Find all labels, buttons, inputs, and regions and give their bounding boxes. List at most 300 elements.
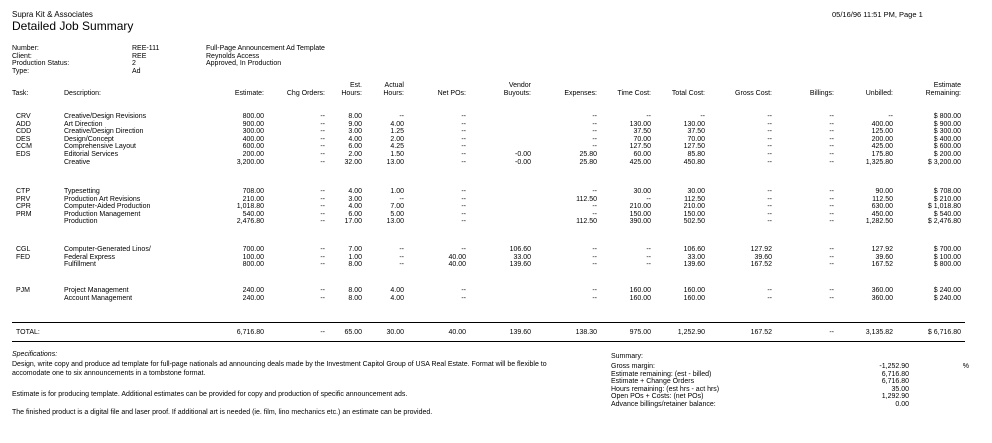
actual-hours-cell: 1.25 [390, 128, 404, 136]
chg-orders-cell: -- [320, 287, 325, 294]
task-code-cell: ADD [16, 120, 31, 128]
chg-orders-cell: -- [320, 135, 325, 143]
actual-hours-cell: 5.00 [390, 210, 404, 218]
gross-cost-cell: -- [767, 143, 772, 151]
header-line: Gross Cost: [735, 90, 772, 97]
billings-cell: -- [829, 294, 834, 302]
est-hours-cell: 4.00 [348, 188, 362, 195]
net-pos-cell: -- [461, 135, 466, 143]
unbilled-cell: 200.00 [871, 135, 893, 143]
header-line: Unbilled: [865, 90, 893, 97]
job-info-label: Number: [12, 45, 39, 52]
summary-label: Hours remaining: (est hrs - act hrs) [611, 385, 720, 393]
time-cost-cell: 160.00 [629, 294, 651, 302]
unbilled-cell: 90.00 [875, 188, 893, 195]
header-line: Billings: [809, 90, 834, 97]
net-pos-cell: -- [461, 113, 466, 120]
billings-cell: -- [829, 188, 834, 195]
estimate-cell: 240.00 [242, 294, 264, 302]
task-code-cell: FED [16, 253, 30, 261]
unbilled-cell: 125.00 [871, 128, 893, 136]
net-pos-cell: -- [461, 246, 466, 253]
gross-cost-cell: -- [767, 128, 772, 136]
billings-cell: -- [829, 135, 834, 143]
estimate-remaining-cell: $ 200.00 [933, 151, 961, 158]
billings-cell: -- [829, 329, 834, 336]
unbilled-cell: 3,135.82 [865, 329, 893, 336]
header-time-cost [617, 90, 651, 98]
subtotal-row [0, 159, 992, 167]
task-description-cell: Computer-Generated Linos/ [64, 246, 151, 253]
billings-cell: -- [829, 253, 834, 261]
estimate-remaining-cell: $ 800.00 [933, 113, 961, 120]
task-description-cell: Computer-Aided Production [64, 203, 151, 211]
billings-cell: -- [829, 113, 834, 120]
gross-cost-cell: 167.52 [750, 261, 772, 269]
vendor-buyouts-cell: -0.00 [515, 158, 531, 166]
time-cost-cell: 210.00 [629, 203, 651, 211]
net-pos-cell: -- [461, 287, 466, 294]
estimate-remaining-cell: $ 210.00 [933, 195, 961, 203]
unbilled-cell: 127.92 [871, 246, 893, 253]
subtotal-row [0, 295, 992, 303]
estimate-remaining-cell: $ 540.00 [933, 210, 961, 218]
est-hours-cell: 65.00 [344, 329, 362, 336]
spec-paragraph-2: Estimate is for producing template. Additional estimates can be provided for copy and production of specific announcement ads. [12, 391, 408, 398]
net-pos-cell: -- [461, 294, 466, 302]
unbilled-cell: 425.00 [871, 143, 893, 151]
task-description-cell: Production Management [64, 210, 141, 218]
time-cost-cell: 160.00 [629, 287, 651, 294]
summary-label: Advance billings/retainer balance: [611, 400, 716, 408]
header-actual-hours [383, 82, 404, 98]
est-hours-cell: 7.00 [348, 246, 362, 253]
est-hours-cell: 2.00 [348, 151, 362, 158]
chg-orders-cell: -- [320, 203, 325, 211]
task-code-cell: CTP [16, 188, 30, 195]
expenses-cell: -- [592, 113, 597, 120]
task-description-cell: Art Direction [64, 120, 103, 128]
vendor-buyouts-cell: -0.00 [515, 151, 531, 158]
task-code-cell: PJM [16, 287, 30, 294]
estimate-cell: 1,018.80 [236, 203, 264, 211]
summary-value: -1,252.90 [879, 363, 909, 370]
estimate-remaining-cell: $ 1,018.80 [927, 203, 961, 211]
billings-cell: -- [829, 203, 834, 211]
net-pos-cell: -- [461, 195, 466, 203]
vendor-buyouts-cell: 33.00 [513, 253, 531, 261]
actual-hours-cell: -- [399, 113, 404, 120]
estimate-cell: 800.00 [242, 261, 264, 269]
expenses-cell: -- [592, 246, 597, 253]
task-code-cell: TOTAL: [16, 329, 40, 336]
task-code-cell: DES [16, 135, 31, 143]
report-date-page: 05/16/96 11:51 PM, Page 1 [832, 10, 923, 19]
vendor-buyouts-cell: 106.60 [509, 246, 531, 253]
est-hours-cell: 8.00 [348, 294, 362, 302]
header-line: Expenses: [564, 90, 597, 97]
billings-cell: -- [829, 261, 834, 269]
net-pos-cell: -- [461, 143, 466, 151]
task-code-cell: CRV [16, 113, 31, 120]
time-cost-cell: -- [646, 195, 651, 203]
gross-cost-cell: -- [767, 203, 772, 211]
time-cost-cell: 975.00 [629, 329, 651, 336]
job-info-label: Type: [12, 67, 30, 75]
gross-cost-cell: -- [767, 135, 772, 143]
total-cost-cell: 130.00 [683, 120, 705, 128]
task-description-cell: Typesetting [64, 188, 100, 195]
time-cost-cell: -- [646, 261, 651, 269]
actual-hours-cell: 4.00 [390, 120, 404, 128]
estimate-cell: 900.00 [242, 120, 264, 128]
total-cost-cell: 106.60 [683, 246, 705, 253]
est-hours-cell: 3.00 [348, 195, 362, 203]
unbilled-cell: 630.00 [871, 203, 893, 211]
header-line: Buyouts: [503, 90, 531, 97]
gross-cost-cell: 39.60 [754, 253, 772, 261]
expenses-cell: -- [592, 128, 597, 136]
time-cost-cell: 130.00 [629, 120, 651, 128]
time-cost-cell: 425.00 [629, 158, 651, 166]
summary-row [611, 401, 971, 409]
total-cost-cell: 160.00 [683, 287, 705, 294]
task-description-cell: Account Management [64, 294, 133, 302]
header-line: Hours: [341, 90, 362, 97]
gross-cost-cell: -- [767, 210, 772, 218]
expenses-cell: -- [592, 188, 597, 195]
task-code-cell: CGL [16, 246, 31, 253]
estimate-remaining-cell: $ 700.00 [933, 246, 961, 253]
spec-paragraph-1: Design, write copy and produce ad template for full-page nationals ad announcing deals made by the Investment Capitol Group of USA Real Estate. Format will be flexible to accomodate one to six announcements in a tombstone format. [12, 361, 547, 377]
header-total-cost [672, 90, 705, 98]
total-cost-cell: 1,252.90 [677, 329, 705, 336]
summary-label: Estimate remaining: (est - billed) [611, 370, 712, 378]
chg-orders-cell: -- [320, 261, 325, 269]
time-cost-cell: 37.50 [633, 128, 651, 136]
actual-hours-cell: 4.00 [390, 287, 404, 294]
actual-hours-cell: 13.00 [386, 218, 404, 226]
summary-label: Open POs + Costs: (net POs) [611, 393, 704, 400]
task-description-cell: Creative/Design Direction [64, 128, 144, 136]
task-code-cell: CDD [16, 128, 32, 136]
total-cost-cell: 450.80 [683, 158, 705, 166]
estimate-cell: 210.00 [242, 195, 264, 203]
est-hours-cell: 8.00 [348, 287, 362, 294]
billings-cell: -- [829, 158, 834, 166]
est-hours-cell: 32.00 [344, 158, 362, 166]
estimate-cell: 100.00 [242, 253, 264, 261]
total-top-rule [12, 322, 965, 323]
estimate-cell: 6,716.80 [236, 329, 264, 336]
subtotal-row [0, 218, 992, 226]
net-pos-cell: -- [461, 128, 466, 136]
total-line [0, 329, 992, 337]
net-pos-cell: -- [461, 151, 466, 158]
header-line: Estimate: [234, 90, 264, 97]
header-expenses [564, 90, 597, 98]
billings-cell: -- [829, 195, 834, 203]
chg-orders-cell: -- [320, 128, 325, 136]
header-line: Task: [12, 90, 29, 97]
header-line: Total Cost: [671, 90, 705, 97]
header-chg-orders [287, 90, 325, 98]
header-line: Net POs: [437, 90, 466, 97]
job-info-extra: Reynolds Access [206, 52, 260, 60]
expenses-cell: -- [592, 143, 597, 151]
gross-cost-cell: -- [767, 294, 772, 302]
job-info-value: REE [132, 52, 147, 60]
total-cost-cell: 30.00 [687, 188, 705, 195]
net-pos-cell: -- [461, 120, 466, 128]
task-code-cell: EDS [16, 151, 31, 158]
chg-orders-cell: -- [320, 210, 325, 218]
task-description-cell: Project Management [64, 287, 129, 294]
net-pos-cell: 40.00 [448, 253, 466, 261]
time-cost-cell: 150.00 [629, 210, 651, 218]
header-billings [810, 90, 834, 98]
expenses-cell: 112.50 [576, 195, 597, 203]
job-info-label: Client: [12, 52, 32, 60]
chg-orders-cell: -- [320, 294, 325, 302]
total-cost-cell: 37.50 [687, 128, 705, 136]
time-cost-cell: -- [646, 253, 651, 261]
est-hours-cell: 9.00 [348, 120, 362, 128]
estimate-remaining-cell: $ 900.00 [933, 120, 961, 128]
gross-cost-cell: 127.92 [750, 246, 772, 253]
total-cost-cell: 127.50 [683, 143, 705, 151]
estimate-cell: 700.00 [242, 246, 264, 253]
header-line: Estimate [933, 82, 961, 89]
time-cost-cell: 390.00 [629, 218, 651, 226]
summary-value: 6,716.80 [881, 378, 909, 385]
unbilled-cell: 360.00 [871, 294, 893, 302]
chg-orders-cell: -- [320, 120, 325, 128]
summary-title: Summary: [611, 353, 643, 360]
actual-hours-cell: 4.25 [390, 143, 404, 151]
summary-value: 1,292.90 [881, 393, 909, 400]
summary-label: Estimate + Change Orders [611, 378, 695, 385]
header-task-code [12, 90, 28, 98]
expenses-cell: 25.80 [579, 158, 597, 166]
estimate-remaining-cell: $ 6,716.80 [927, 329, 961, 336]
header-line: Vendor [508, 82, 531, 89]
estimate-remaining-cell: $ 300.00 [933, 128, 961, 136]
vendor-buyouts-cell: 139.60 [509, 329, 531, 336]
expenses-cell: -- [592, 287, 597, 294]
unbilled-cell: 360.00 [871, 287, 893, 294]
expenses-cell: 25.80 [579, 151, 597, 158]
summary-unit: % [962, 363, 969, 370]
expenses-cell: 112.50 [576, 218, 597, 226]
chg-orders-cell: -- [320, 158, 325, 166]
expenses-cell: -- [592, 294, 597, 302]
billings-cell: -- [829, 210, 834, 218]
header-line: Description: [64, 90, 101, 97]
report-title: Detailed Job Summary [12, 19, 134, 33]
job-info-value: Ad [132, 67, 141, 75]
net-pos-cell: -- [461, 203, 466, 211]
chg-orders-cell: -- [320, 143, 325, 151]
actual-hours-cell: 7.00 [390, 203, 404, 211]
job-info-extra: Approved, In Production [206, 60, 282, 68]
actual-hours-cell: 1.50 [390, 151, 404, 158]
summary-value: 6,716.80 [881, 370, 909, 378]
net-pos-cell: -- [461, 210, 466, 218]
est-hours-cell: 8.00 [348, 261, 362, 269]
unbilled-cell: 1,282.50 [865, 218, 893, 226]
spec-paragraph-3: The finished product is a digital file and laser proof. If additional art is needed (ie. film, lino mechanics etc.) an estimate can be provided. [12, 409, 433, 416]
estimate-cell: 2,476.80 [236, 218, 264, 226]
est-hours-cell: 8.00 [348, 113, 362, 120]
gross-cost-cell: -- [767, 151, 772, 158]
billings-cell: -- [829, 218, 834, 226]
vendor-buyouts-cell: 139.60 [509, 261, 531, 269]
task-description-cell: Editorial Services [64, 151, 119, 158]
est-hours-cell: 4.00 [348, 203, 362, 211]
task-description-cell: Creative [64, 158, 91, 166]
total-cost-cell: 85.80 [687, 151, 705, 158]
job-info-value: REE-111 [132, 45, 160, 52]
header-line: Est. [349, 82, 362, 89]
estimate-cell: 200.00 [242, 151, 264, 158]
estimate-cell: 3,200.00 [236, 158, 264, 166]
estimate-remaining-cell: $ 2,476.80 [927, 218, 961, 226]
total-cost-cell: 112.50 [684, 195, 705, 203]
estimate-remaining-cell: $ 708.00 [933, 188, 961, 195]
header-gross-cost [735, 90, 772, 98]
est-hours-cell: 1.00 [348, 253, 362, 261]
gross-cost-cell: -- [767, 218, 772, 226]
actual-hours-cell: 2.00 [390, 135, 404, 143]
header-estimate-remaining [926, 82, 961, 98]
net-pos-cell: 40.00 [448, 329, 466, 336]
job-info-value: 2 [132, 60, 136, 68]
expenses-cell: -- [592, 120, 597, 128]
header-line: Actual [384, 82, 404, 89]
gross-cost-cell: -- [767, 195, 772, 203]
header-unbilled [866, 90, 893, 98]
billings-cell: -- [829, 120, 834, 128]
time-cost-cell: -- [646, 246, 651, 253]
estimate-cell: 300.00 [242, 128, 264, 136]
unbilled-cell: 167.52 [871, 261, 893, 269]
expenses-cell: -- [592, 203, 597, 211]
time-cost-cell: 70.00 [633, 135, 651, 143]
expenses-cell: -- [592, 210, 597, 218]
net-pos-cell: 40.00 [448, 261, 466, 269]
header-line: Hours: [383, 90, 404, 97]
summary-value: 35.00 [891, 385, 909, 393]
net-pos-cell: -- [461, 218, 466, 226]
job-info-label: Production Status: [12, 60, 70, 68]
total-cost-cell: 33.00 [687, 253, 705, 261]
task-description-cell: Design/Concept [64, 135, 114, 143]
task-description-cell: Federal Express [64, 253, 115, 261]
actual-hours-cell: 30.00 [386, 329, 404, 336]
estimate-remaining-cell: $ 240.00 [933, 287, 961, 294]
unbilled-cell: 400.00 [871, 120, 893, 128]
gross-cost-cell: 167.52 [750, 329, 772, 336]
subtotal-row [0, 261, 992, 269]
summary-label: Gross margin: [611, 363, 655, 370]
net-pos-cell: -- [461, 158, 466, 166]
actual-hours-cell: -- [399, 246, 404, 253]
billings-cell: -- [829, 151, 834, 158]
unbilled-cell: 112.50 [872, 195, 893, 203]
expenses-cell: -- [592, 253, 597, 261]
total-cost-cell: 70.00 [687, 135, 705, 143]
est-hours-cell: 6.00 [348, 210, 362, 218]
unbilled-cell: -- [888, 113, 893, 120]
unbilled-cell: 450.00 [871, 210, 893, 218]
net-pos-cell: -- [461, 188, 466, 195]
unbilled-cell: 39.60 [875, 253, 893, 261]
estimate-remaining-cell: $ 800.00 [933, 261, 961, 269]
header-estimate [235, 90, 264, 98]
actual-hours-cell: 13.00 [386, 158, 404, 166]
expenses-cell: -- [592, 261, 597, 269]
total-cost-cell: 502.50 [683, 218, 705, 226]
billings-cell: -- [829, 143, 834, 151]
chg-orders-cell: -- [320, 218, 325, 226]
actual-hours-cell: 1.00 [390, 188, 404, 195]
header-line: Chg Orders: [286, 90, 325, 97]
estimate-remaining-cell: $ 3,200.00 [927, 158, 961, 166]
chg-orders-cell: -- [320, 253, 325, 261]
total-cost-cell: -- [700, 113, 705, 120]
billings-cell: -- [829, 287, 834, 294]
task-description-cell: Production Art Revisions [64, 195, 141, 203]
unbilled-cell: 1,325.80 [865, 158, 893, 166]
task-description-cell: Fulfillment [64, 261, 96, 269]
unbilled-cell: 175.80 [871, 151, 893, 158]
time-cost-cell: -- [646, 113, 651, 120]
task-code-cell: PRV [16, 195, 31, 203]
header-net-pos [438, 90, 466, 98]
estimate-remaining-cell: $ 100.00 [933, 253, 961, 261]
chg-orders-cell: -- [320, 195, 325, 203]
task-description-cell: Production [64, 218, 98, 226]
company-name: Supra Kit & Associates [12, 10, 93, 19]
task-code-cell: CPR [16, 203, 31, 211]
task-code-cell: PRM [16, 210, 32, 218]
total-bottom-rule [12, 341, 965, 342]
actual-hours-cell: 4.00 [390, 294, 404, 302]
gross-cost-cell: -- [767, 158, 772, 166]
chg-orders-cell: -- [320, 188, 325, 195]
header-task-description [64, 90, 101, 98]
job-info-extra: Full-Page Announcement Ad Template [206, 45, 325, 52]
gross-cost-cell: -- [767, 120, 772, 128]
header-vendor-buyouts [504, 82, 531, 98]
est-hours-cell: 4.00 [348, 135, 362, 143]
estimate-cell: 400.00 [242, 135, 264, 143]
billings-cell: -- [829, 128, 834, 136]
chg-orders-cell: -- [320, 151, 325, 158]
actual-hours-cell: -- [399, 261, 404, 269]
billings-cell: -- [829, 246, 834, 253]
task-description-cell: Comprehensive Layout [64, 143, 136, 151]
estimate-remaining-cell: $ 600.00 [933, 143, 961, 151]
actual-hours-cell: -- [399, 253, 404, 261]
estimate-cell: 800.00 [242, 113, 264, 120]
chg-orders-cell: -- [320, 113, 325, 120]
chg-orders-cell: -- [320, 329, 325, 336]
estimate-cell: 540.00 [242, 210, 264, 218]
time-cost-cell: 60.00 [633, 151, 651, 158]
expenses-cell: 138.30 [575, 329, 597, 336]
